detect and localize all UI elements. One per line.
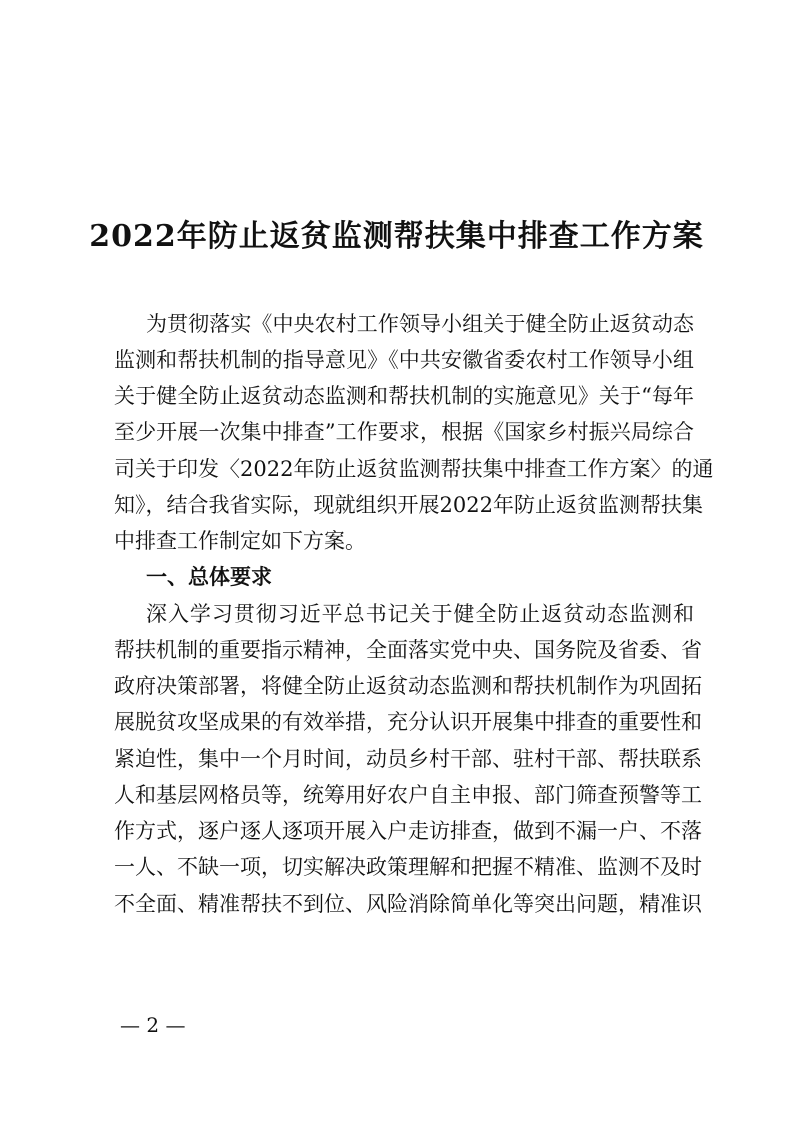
page-number: — 2 — [120, 1013, 186, 1037]
paragraph-line: 紧迫性，集中一个月时间，动员乡村干部、驻村干部、帮扶联系 [114, 747, 702, 771]
paragraph-line: 监测和帮扶机制的指导意见》《中共安徽省委农村工作领导小组 [114, 348, 694, 372]
paragraph-line: 关于健全防止返贫动态监测和帮扶机制的实施意见》关于“每年 [114, 384, 694, 408]
paragraph-line: 至少开展一次集中排查”工作要求，根据《国家乡村振兴局综合 [114, 420, 694, 444]
paragraph-line: 深入学习贯彻习近平总书记关于健全防止返贫动态监测和 [146, 602, 694, 626]
document-title: 2022年防止返贫监测帮扶集中排查工作方案 [89, 219, 704, 254]
paragraph-line: 知》，结合我省实际，现就组织开展2022年防止返贫监测帮扶集 [114, 493, 703, 517]
paragraph-line: 作方式，逐户逐人逐项开展入户走访排查，做到不漏一户、不落 [114, 819, 702, 843]
paragraph-line: 司关于印发〈2022年防止返贫监测帮扶集中排查工作方案〉的通 [114, 457, 714, 481]
paragraph-line: 人和基层网格员等，统筹用好农户自主申报、部门筛查预警等工 [114, 783, 702, 807]
paragraph-line: 一人、不缺一项，切实解决政策理解和把握不精准、监测不及时 [114, 855, 702, 879]
paragraph-line: 为贯彻落实《中央农村工作领导小组关于健全防止返贫动态 [146, 312, 694, 336]
paragraph-line: 不全面、精准帮扶不到位、风险消除简单化等突出问题，精准识 [114, 892, 702, 916]
section-heading: 一、总体要求 [146, 565, 272, 589]
paragraph-line: 政府决策部署，将健全防止返贫动态监测和帮扶机制作为巩固拓 [114, 674, 702, 698]
paragraph-line: 展脱贫攻坚成果的有效举措，充分认识开展集中排查的重要性和 [114, 710, 702, 734]
paragraph-line: 帮扶机制的重要指示精神，全面落实党中央、国务院及省委、省 [114, 638, 702, 662]
paragraph-line: 中排查工作制定如下方案。 [114, 529, 366, 553]
